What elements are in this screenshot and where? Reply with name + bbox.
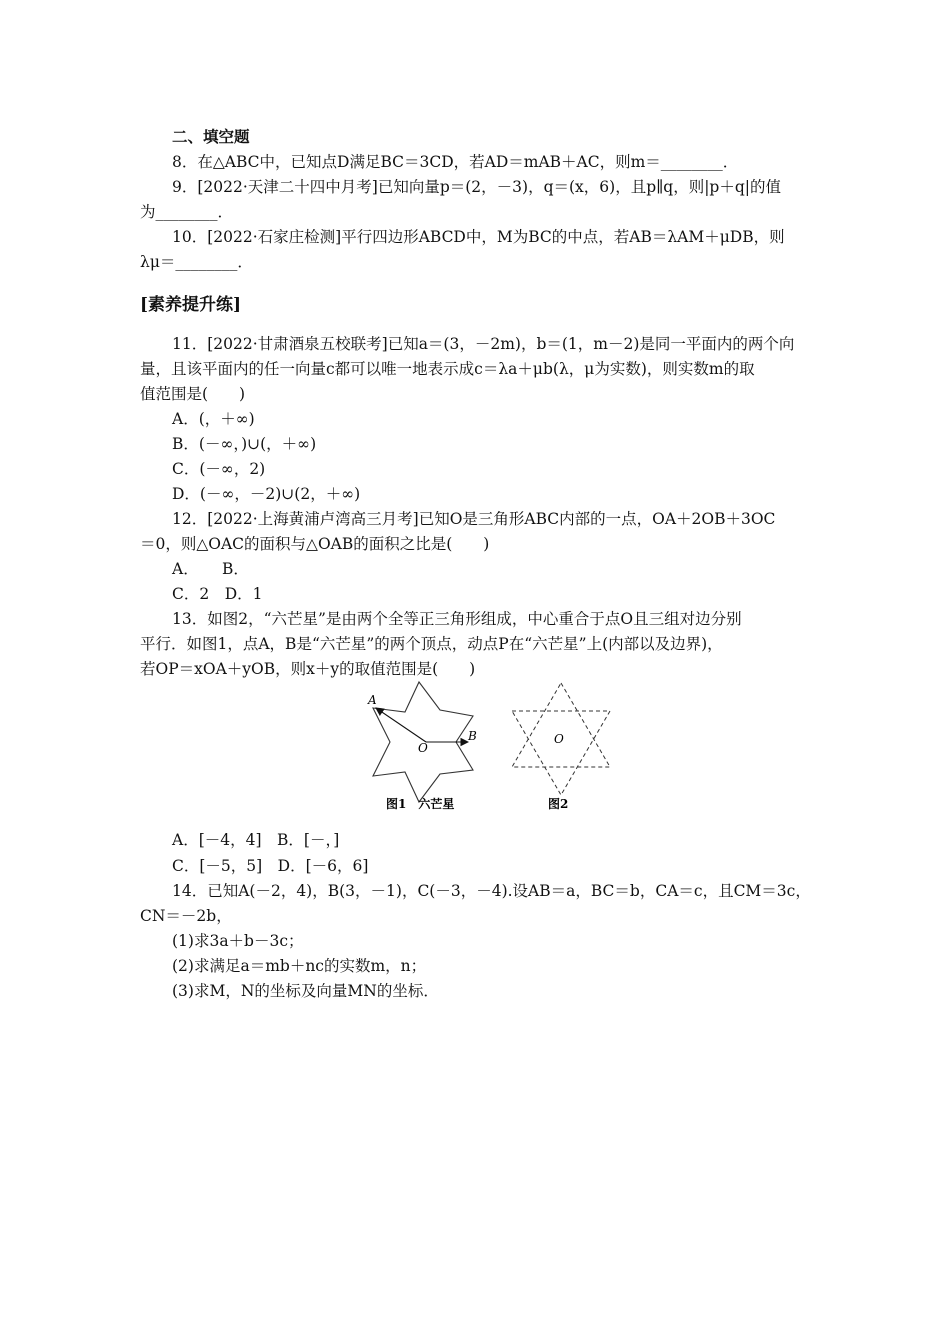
question-11-line-1: 11．[2022·甘肃酒泉五校联考]已知a＝(3，－2m)，b＝(1，m－2)是同一平面内的两个向 (172, 335, 795, 353)
question-14-part-2: (2)求满足a＝mb＋nc的实数m，n； (172, 957, 427, 975)
figure-1-caption: 图1 六芒星 (386, 797, 455, 811)
point-o-label-fig1: O (418, 741, 428, 755)
dashed-triangle-up (512, 683, 610, 767)
section-fill-heading: 二、填空题 (172, 128, 250, 146)
question-13-line-2: 平行．如图1，点A，B是“六芒星”的两个顶点，动点P在“六芒星”上(内部以及边界)， (140, 635, 723, 653)
vector-oa-arrow (376, 708, 426, 742)
point-b-label: B (468, 729, 477, 743)
star-figures (362, 680, 622, 815)
figure-six-pointed-star (362, 680, 622, 815)
question-12-options-ab: A． B． (172, 560, 249, 578)
figure-2-caption: 图2 (548, 797, 569, 811)
question-14-part-3: (3)求M，N的坐标及向量MN的坐标． (172, 982, 439, 1000)
question-11-option-d: D．(－∞，－2)∪(2，＋∞) (172, 485, 361, 503)
question-13-options-cd: C．[－5，5] D．[－6，6] (172, 857, 369, 875)
question-14-line-1: 14．已知A(－2，4)，B(3，－1)，C(－3，－4).设AB＝a，BC＝b，CA＝c，且CM＝3c， (172, 882, 811, 900)
question-10-line-2: λμ＝________． (140, 253, 253, 271)
question-12-line-1: 12．[2022·上海黄浦卢湾高三月考]已知O是三角形ABC内部的一点，OA＋2OB＋3OC (172, 510, 776, 528)
question-12-line-2: ＝0，则△OAC的面积与△OAB的面积之比是( ) (140, 535, 490, 553)
question-14-line-2: CN＝－2b， (140, 907, 232, 925)
question-11-option-c: C．(－∞，2) (172, 460, 266, 478)
question-13-line-1: 13．如图2，“六芒星”是由两个全等正三角形组成，中心重合于点O且三组对边分别 (172, 610, 742, 628)
question-11-line-2: 量，且该平面内的任一向量c都可以唯一地表示成c＝λa＋μb(λ，μ为实数)，则实数m的取 (140, 360, 755, 378)
question-8: 8．在△ABC中，已知点D满足BC＝3CD，若AD＝mAB＋AC，则m＝________． (172, 153, 739, 171)
question-14-part-1: (1)求3a＋b－3c； (172, 932, 304, 950)
point-o-label-fig2: O (554, 732, 564, 746)
question-13-options-ab: A．[－4，4] B．[－，] (172, 831, 340, 849)
question-11-option-b: B．(－∞，)∪(，＋∞) (172, 435, 317, 453)
question-9-line-1: 9．[2022·天津二十四中月考]已知向量p＝(2，－3)，q＝(x，6)，且p∥q，则|p＋q|的值 (172, 178, 781, 196)
dashed-triangle-down (512, 711, 610, 795)
question-9-line-2: 为________． (140, 203, 234, 221)
question-11-line-3: 值范围是( ) (140, 385, 246, 403)
question-13-line-3: 若OP＝xOA＋yOB，则x＋y的取值范围是( ) (140, 660, 476, 678)
question-11-option-a: A．(，＋∞) (172, 410, 255, 428)
point-a-label: A (368, 693, 377, 707)
question-10-line-1: 10．[2022·石家庄检测]平行四边形ABCD中，M为BC的中点，若AB＝λAM＋μDB，则 (172, 228, 785, 246)
question-12-options-cd: C．2 D．1 (172, 585, 263, 603)
section-improve-heading: [素养提升练] (140, 295, 242, 315)
